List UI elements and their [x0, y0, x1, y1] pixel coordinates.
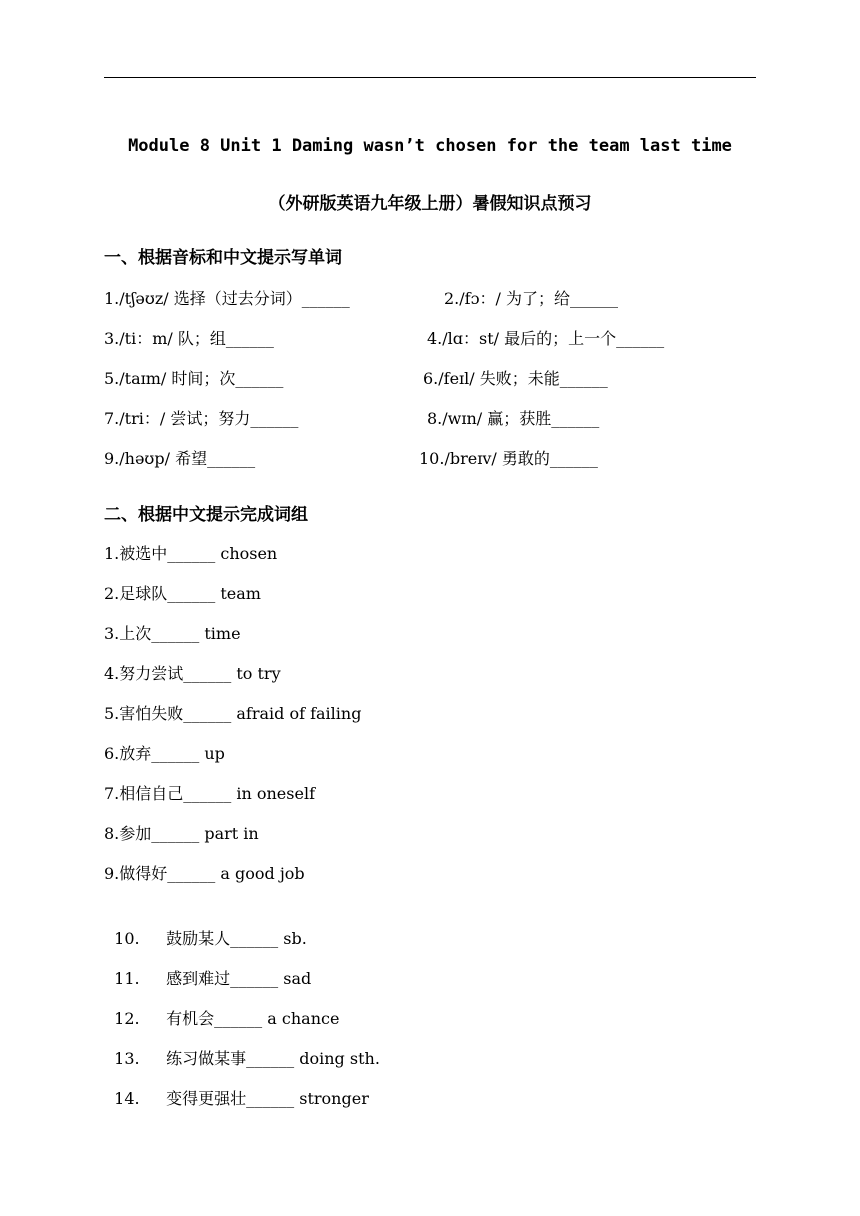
phrase-item: 3.上次______ time	[104, 624, 241, 643]
phrase-item	[104, 1063, 369, 1111]
vocab-item: 2./fɔ：/ 为了；给______	[444, 289, 619, 308]
phrase-item: 2.足球队______ team	[104, 584, 261, 603]
item-number: 14.	[114, 1089, 140, 1108]
vocab-item: 5./taɪm/ 时间；次______	[104, 369, 284, 388]
phrase-item: 4.努力尝试______ to try	[104, 664, 281, 683]
vocab-item: 10./breɪv/ 勇敢的______	[419, 449, 598, 468]
section-1-heading: 一、根据音标和中文提示写单词	[104, 248, 342, 268]
section-2-heading: 二、根据中文提示完成词组	[104, 505, 308, 525]
document-title: Module 8 Unit 1 Daming wasn’t chosen for the team last time	[128, 136, 732, 156]
phrase-item: 5.害怕失败______ afraid of failing	[104, 704, 362, 723]
item-text: 有机会______ a chance	[166, 1009, 340, 1028]
item-text: 变得更强壮______ stronger	[166, 1089, 369, 1108]
item-number: 12.	[114, 1009, 140, 1028]
vocab-item: 7./tri：/ 尝试；努力______	[104, 409, 299, 428]
header-rule	[104, 77, 756, 78]
item-text: 鼓励某人______ sb.	[166, 929, 307, 948]
item-text: 感到难过______ sad	[166, 969, 312, 988]
vocab-item: 9./həʊp/ 希望______	[104, 449, 256, 468]
phrase-item: 8.参加______ part in	[104, 824, 259, 843]
document-subtitle: （外研版英语九年级上册）暑假知识点预习	[268, 194, 592, 214]
vocab-item: 6./feɪl/ 失败；未能______	[423, 369, 608, 388]
phrase-item: 9.做得好______ a good job	[104, 864, 305, 883]
item-number: 10.	[114, 929, 140, 948]
item-number: 13.	[114, 1049, 140, 1068]
phrase-item: 7.相信自己______ in oneself	[104, 784, 315, 803]
vocab-item: 4./lɑ：st/ 最后的；上一个______	[427, 329, 665, 348]
vocab-item: 8./wɪn/ 赢；获胜______	[427, 409, 600, 428]
vocab-item: 1./tʃəʊz/ 选择（过去分词）______	[104, 289, 350, 308]
phrase-item: 6.放弃______ up	[104, 744, 225, 763]
item-number: 11.	[114, 969, 140, 988]
vocab-item: 3./ti：m/ 队；组______	[104, 329, 274, 348]
phrase-item: 1.被选中______ chosen	[104, 544, 278, 563]
item-text: 练习做某事______ doing sth.	[166, 1049, 380, 1068]
